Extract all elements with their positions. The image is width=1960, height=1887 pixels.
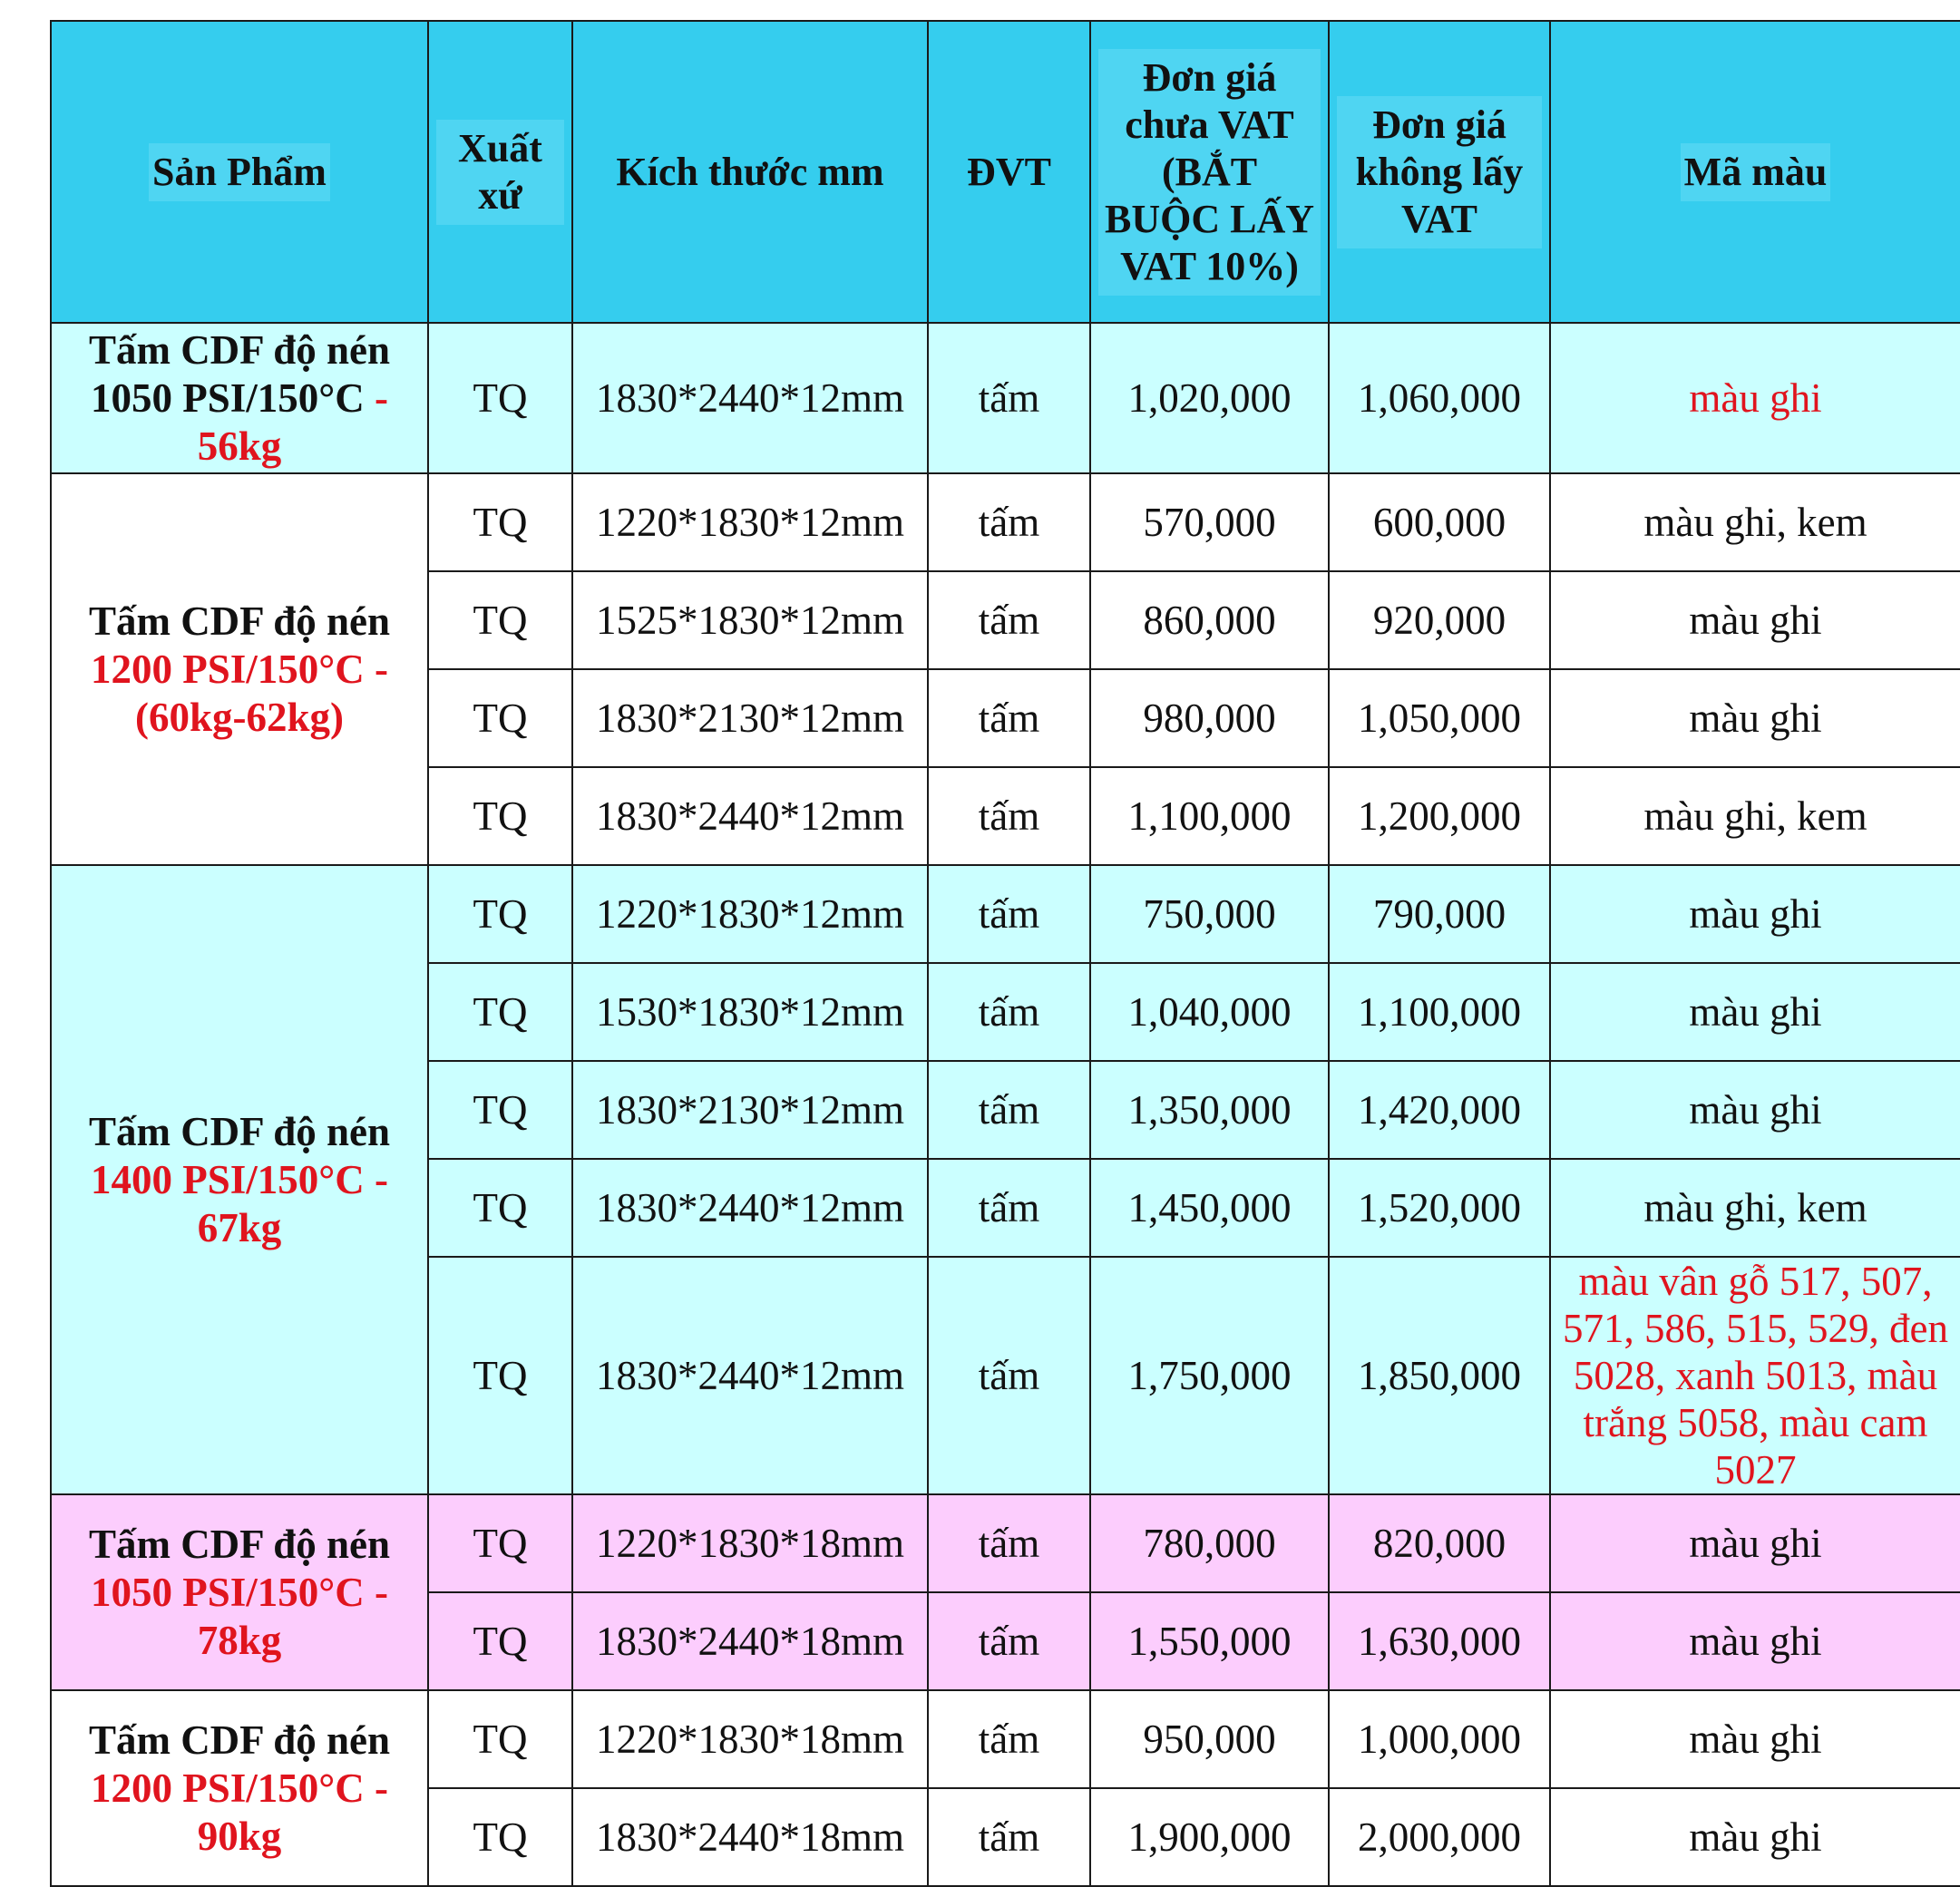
price-vat-cell: 1,900,000 (1090, 1788, 1329, 1886)
product-spec: 1400 PSI/150°C - 67kg (90, 1156, 388, 1250)
price-vat-cell: 1,040,000 (1090, 963, 1329, 1061)
price-novat-cell: 1,200,000 (1329, 767, 1550, 865)
table-row (51, 1690, 1960, 1788)
price-novat-cell: 1,000,000 (1329, 1690, 1550, 1788)
origin-cell: TQ (428, 1788, 572, 1886)
product-name: Tấm CDF độ nén (88, 1108, 391, 1154)
unit-cell: tấm (928, 473, 1090, 571)
size-cell: 1220*1830*18mm (572, 1494, 928, 1592)
price-vat-cell: 860,000 (1090, 571, 1329, 669)
size-cell: 1830*2440*12mm (572, 323, 928, 473)
product-spec: - 56kg (197, 374, 389, 469)
origin-cell: TQ (428, 571, 572, 669)
product-name-cell (51, 1690, 428, 1886)
product-spec: 1200 PSI/150°C - 90kg (90, 1765, 388, 1859)
price-vat-cell: 780,000 (1090, 1494, 1329, 1592)
price-vat-cell: 750,000 (1090, 865, 1329, 963)
size-cell: 1220*1830*12mm (572, 473, 928, 571)
origin-cell: TQ (428, 767, 572, 865)
color-cell: màu ghi (1550, 1494, 1960, 1592)
unit-cell: tấm (928, 767, 1090, 865)
price-novat-cell: 820,000 (1329, 1494, 1550, 1592)
price-novat-cell: 1,630,000 (1329, 1592, 1550, 1690)
price-novat-cell: 920,000 (1329, 571, 1550, 669)
product-name-cell (51, 865, 428, 1494)
unit-cell: tấm (928, 963, 1090, 1061)
header-row (51, 21, 1960, 323)
color-cell: màu vân gỗ 517, 507, 571, 586, 515, 529, đen 5028, xanh 5013, màu trắng 5058, màu cam 5027 (1550, 1257, 1960, 1494)
price-vat-cell: 570,000 (1090, 473, 1329, 571)
product-name: Tấm CDF độ nén (88, 1717, 391, 1763)
header-price-novat: Đơn giá không lấy VAT (1329, 21, 1550, 323)
color-cell: màu ghi (1550, 865, 1960, 963)
price-vat-cell: 980,000 (1090, 669, 1329, 767)
price-vat-cell: 1,550,000 (1090, 1592, 1329, 1690)
origin-cell: TQ (428, 1159, 572, 1257)
product-spec: 1050 PSI/150°C - 78kg (90, 1569, 388, 1663)
origin-cell: TQ (428, 323, 572, 473)
unit-cell: tấm (928, 1788, 1090, 1886)
size-cell: 1830*2130*12mm (572, 669, 928, 767)
color-cell: màu ghi, kem (1550, 473, 1960, 571)
origin-cell: TQ (428, 1494, 572, 1592)
product-name-cell (51, 323, 428, 473)
color-cell: màu ghi (1550, 1788, 1960, 1886)
size-cell: 1525*1830*12mm (572, 571, 928, 669)
header-product: Sản Phẩm (51, 21, 428, 323)
origin-cell: TQ (428, 1257, 572, 1494)
price-table (50, 20, 1960, 1887)
unit-cell: tấm (928, 865, 1090, 963)
price-vat-cell: 950,000 (1090, 1690, 1329, 1788)
price-vat-cell: 1,020,000 (1090, 323, 1329, 473)
product-name: Tấm CDF độ nén 1050 PSI/150°C (88, 326, 391, 421)
color-cell: màu ghi (1550, 323, 1960, 473)
product-name-cell (51, 1494, 428, 1690)
unit-cell: tấm (928, 1159, 1090, 1257)
color-cell: màu ghi (1550, 571, 1960, 669)
color-cell: màu ghi (1550, 669, 1960, 767)
product-name: Tấm CDF độ nén (88, 1521, 391, 1567)
size-cell: 1220*1830*18mm (572, 1690, 928, 1788)
color-cell: màu ghi (1550, 1592, 1960, 1690)
price-vat-cell: 1,100,000 (1090, 767, 1329, 865)
price-novat-cell: 2,000,000 (1329, 1788, 1550, 1886)
size-cell: 1220*1830*12mm (572, 865, 928, 963)
size-cell: 1530*1830*12mm (572, 963, 928, 1061)
price-novat-cell: 1,520,000 (1329, 1159, 1550, 1257)
header-unit: ĐVT (928, 21, 1090, 323)
size-cell: 1830*2440*12mm (572, 1159, 928, 1257)
table-row (51, 865, 1960, 963)
header-size: Kích thước mm (572, 21, 928, 323)
product-name: Tấm CDF độ nén (88, 598, 391, 644)
size-cell: 1830*2440*18mm (572, 1592, 928, 1690)
size-cell: 1830*2440*12mm (572, 767, 928, 865)
header-origin: Xuất xứ (428, 21, 572, 323)
header-price-vat: Đơn giá chưa VAT (BẮT BUỘC LẤY VAT 10%) (1090, 21, 1329, 323)
size-cell: 1830*2440*18mm (572, 1788, 928, 1886)
unit-cell: tấm (928, 1061, 1090, 1159)
table-row (51, 1494, 1960, 1592)
size-cell: 1830*2440*12mm (572, 1257, 928, 1494)
table-row (51, 323, 1960, 473)
origin-cell: TQ (428, 1592, 572, 1690)
unit-cell: tấm (928, 323, 1090, 473)
unit-cell: tấm (928, 669, 1090, 767)
price-novat-cell: 790,000 (1329, 865, 1550, 963)
unit-cell: tấm (928, 1494, 1090, 1592)
price-novat-cell: 1,100,000 (1329, 963, 1550, 1061)
table-row (51, 473, 1960, 571)
color-cell: màu ghi (1550, 963, 1960, 1061)
color-cell: màu ghi (1550, 1690, 1960, 1788)
size-cell: 1830*2130*12mm (572, 1061, 928, 1159)
price-novat-cell: 1,050,000 (1329, 669, 1550, 767)
price-vat-cell: 1,750,000 (1090, 1257, 1329, 1494)
origin-cell: TQ (428, 669, 572, 767)
color-cell: màu ghi, kem (1550, 1159, 1960, 1257)
price-vat-cell: 1,450,000 (1090, 1159, 1329, 1257)
unit-cell: tấm (928, 1592, 1090, 1690)
origin-cell: TQ (428, 963, 572, 1061)
price-novat-cell: 600,000 (1329, 473, 1550, 571)
unit-cell: tấm (928, 1690, 1090, 1788)
unit-cell: tấm (928, 571, 1090, 669)
origin-cell: TQ (428, 865, 572, 963)
color-cell: màu ghi, kem (1550, 767, 1960, 865)
price-vat-cell: 1,350,000 (1090, 1061, 1329, 1159)
price-novat-cell: 1,060,000 (1329, 323, 1550, 473)
origin-cell: TQ (428, 1690, 572, 1788)
product-spec: 1200 PSI/150°C - (60kg-62kg) (90, 646, 388, 740)
origin-cell: TQ (428, 1061, 572, 1159)
price-novat-cell: 1,420,000 (1329, 1061, 1550, 1159)
product-name-cell (51, 473, 428, 865)
unit-cell: tấm (928, 1257, 1090, 1494)
header-color: Mã màu (1550, 21, 1960, 323)
color-cell: màu ghi (1550, 1061, 1960, 1159)
origin-cell: TQ (428, 473, 572, 571)
price-novat-cell: 1,850,000 (1329, 1257, 1550, 1494)
